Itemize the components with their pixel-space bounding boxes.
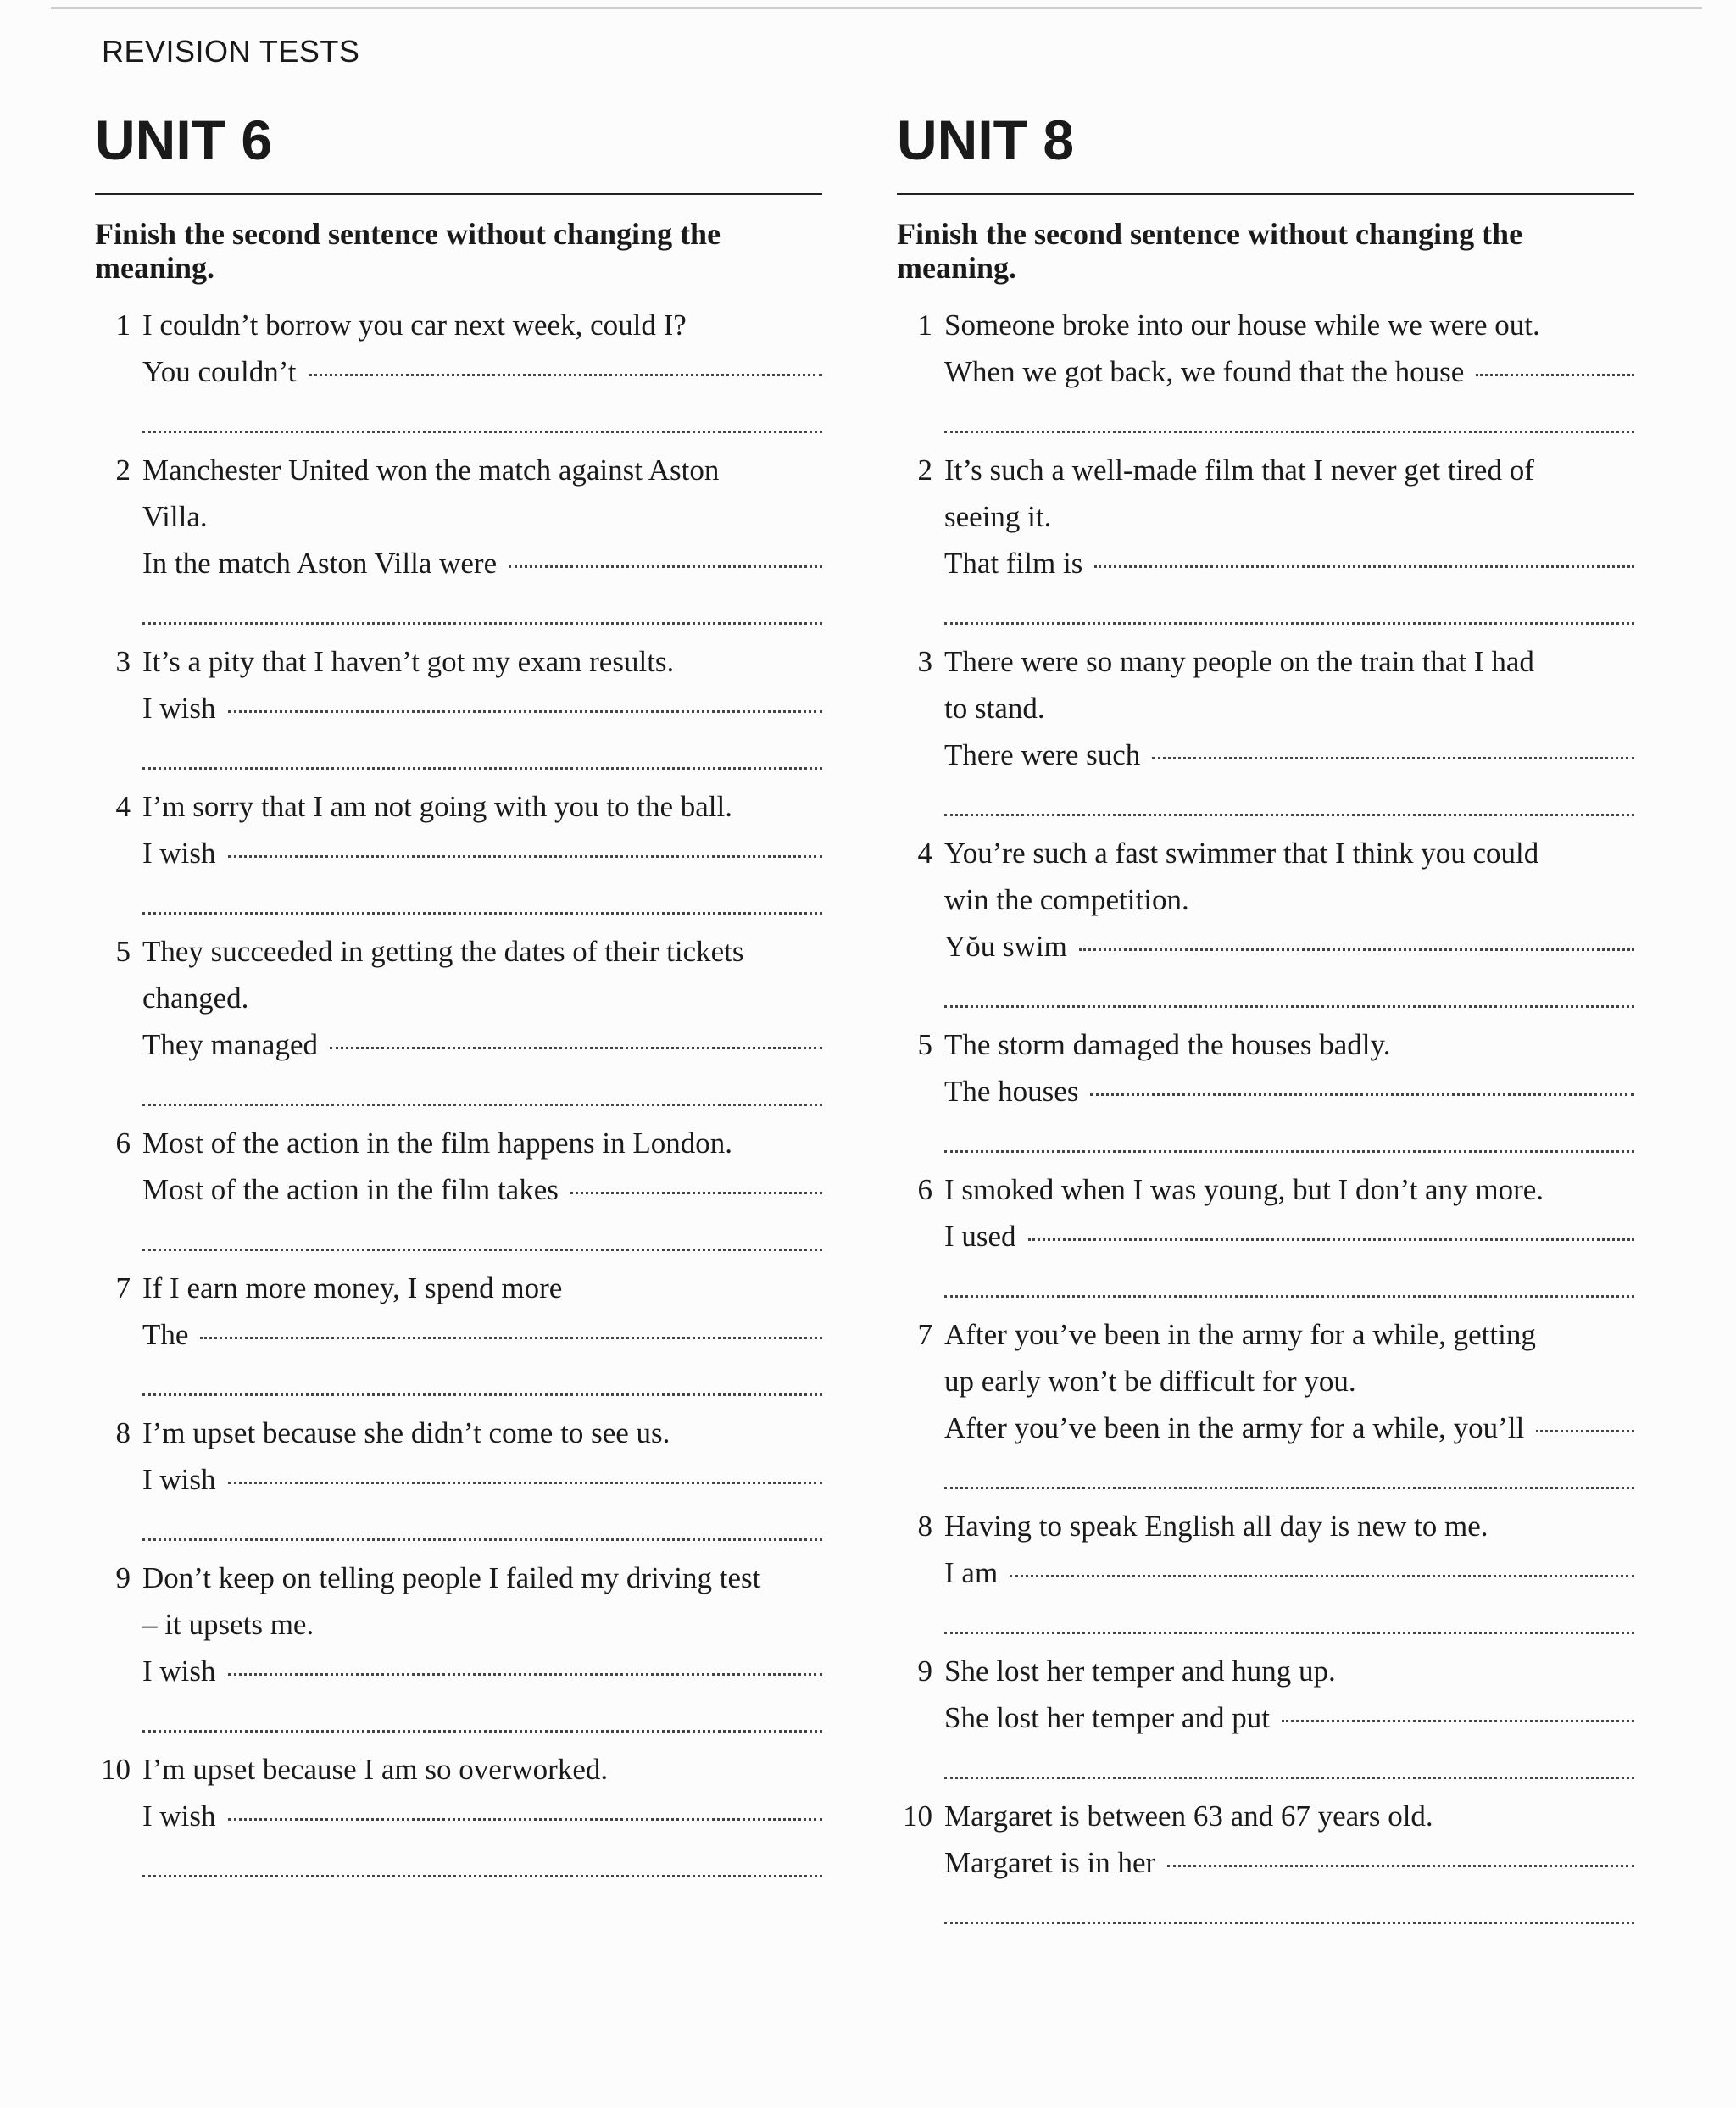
question-item	[897, 638, 1634, 825]
question-item	[95, 1410, 822, 1549]
question-list	[95, 302, 822, 1886]
answer-blank[interactable]	[1079, 948, 1634, 951]
answer-blank-continuation[interactable]	[944, 770, 1634, 816]
question-item	[897, 1166, 1634, 1306]
question-number: 4	[917, 837, 932, 870]
answer-blank-continuation[interactable]	[944, 1733, 1634, 1779]
answer-blank[interactable]	[228, 855, 822, 858]
unit-8-column	[897, 106, 1634, 1938]
answer-blank[interactable]	[1094, 565, 1634, 568]
answer-blank[interactable]	[330, 1047, 822, 1049]
answer-blank[interactable]	[228, 1673, 822, 1676]
answer-blank-continuation[interactable]	[944, 961, 1634, 1008]
question-item	[897, 1793, 1634, 1933]
question-sentence: I smoked when I was young, but I don’t any more.	[944, 1173, 1544, 1206]
question-item	[95, 447, 822, 633]
question-sentence: I’m upset because I am so overworked.	[142, 1753, 609, 1786]
question-sentence: There were so many people on the train that I had	[944, 645, 1534, 678]
question-number: 5	[917, 1028, 932, 1061]
answer-prompt: That film is	[944, 547, 1083, 580]
answer-blank-continuation[interactable]	[142, 1349, 822, 1396]
answer-prompt: She lost her temper and put	[944, 1701, 1270, 1734]
question-sentence: seeing it.	[944, 500, 1052, 533]
answer-blank-continuation[interactable]	[142, 578, 822, 625]
question-sentence: The storm damaged the houses badly.	[944, 1028, 1391, 1061]
answer-prompt: They managed	[142, 1028, 318, 1061]
question-sentence: They succeeded in getting the dates of their tickets	[142, 935, 744, 968]
answer-prompt: The	[142, 1318, 189, 1351]
question-sentence: If I earn more money, I spend more	[142, 1271, 563, 1304]
answer-blank[interactable]	[1010, 1575, 1634, 1577]
question-sentence: She lost her temper and hung up.	[944, 1655, 1336, 1688]
question-number: 3	[115, 645, 131, 678]
answer-blank-continuation[interactable]	[142, 868, 822, 915]
question-number: 4	[115, 790, 131, 823]
answer-prompt: I wish	[142, 1799, 216, 1833]
question-sentence: Manchester United won the match against Aston	[142, 453, 720, 487]
answer-blank-continuation[interactable]	[142, 1686, 822, 1733]
question-sentence: Margaret is between 63 and 67 years old.	[944, 1799, 1433, 1833]
answer-prompt: When we got back, we found that the house	[944, 355, 1465, 388]
answer-blank[interactable]	[1476, 374, 1634, 376]
question-sentence: changed.	[142, 982, 249, 1015]
question-number: 10	[903, 1799, 932, 1833]
answer-blank-continuation[interactable]	[944, 387, 1634, 433]
answer-blank[interactable]	[200, 1337, 822, 1339]
question-item	[95, 302, 822, 442]
answer-blank-continuation[interactable]	[142, 1060, 822, 1106]
question-item	[95, 1746, 822, 1886]
question-number: 7	[917, 1318, 932, 1351]
question-sentence: up early won’t be difficult for you.	[944, 1365, 1356, 1398]
question-sentence: Villa.	[142, 500, 208, 533]
answer-blank[interactable]	[1028, 1238, 1634, 1241]
title-rule	[95, 193, 822, 195]
answer-prompt: After you’ve been in the army for a while, you’ll	[944, 1411, 1525, 1444]
answer-blank[interactable]	[309, 374, 822, 376]
question-number: 3	[917, 645, 932, 678]
question-item	[95, 783, 822, 923]
answer-blank[interactable]	[1536, 1430, 1634, 1432]
answer-blank-continuation[interactable]	[944, 1588, 1634, 1634]
answer-prompt: You couldn’t	[142, 355, 297, 388]
question-item	[95, 1555, 822, 1741]
answer-prompt: Yŏu swim	[944, 930, 1067, 963]
answer-prompt: I wish	[142, 837, 216, 870]
answer-blank-continuation[interactable]	[944, 578, 1634, 625]
unit-6-column	[95, 106, 822, 1891]
question-item	[897, 447, 1634, 633]
question-number: 10	[101, 1753, 131, 1786]
answer-blank[interactable]	[228, 1818, 822, 1821]
question-item	[897, 1503, 1634, 1643]
question-sentence: win the competition.	[944, 883, 1189, 916]
question-sentence: to stand.	[944, 692, 1045, 725]
question-sentence: It’s a pity that I haven’t got my exam results.	[142, 645, 675, 678]
question-item	[897, 302, 1634, 442]
answer-blank-continuation[interactable]	[944, 1106, 1634, 1153]
instruction: Finish the second sentence without changing the meaning.	[95, 217, 721, 285]
question-sentence: – it upsets me.	[142, 1608, 314, 1641]
question-item	[897, 1311, 1634, 1498]
answer-blank[interactable]	[1152, 757, 1634, 759]
question-number: 2	[917, 453, 932, 487]
question-number: 2	[115, 453, 131, 487]
question-sentence: Don’t keep on telling people I failed my driving test	[142, 1561, 761, 1594]
answer-prompt: I wish	[142, 692, 216, 725]
answer-blank[interactable]	[509, 565, 822, 568]
question-item	[95, 928, 822, 1115]
page-header: REVISION TESTS	[102, 34, 360, 69]
answer-prompt: I am	[944, 1556, 999, 1589]
question-number: 8	[115, 1416, 131, 1449]
answer-blank-continuation[interactable]	[944, 1443, 1634, 1489]
answer-blank[interactable]	[1282, 1720, 1634, 1722]
answer-blank[interactable]	[1167, 1865, 1634, 1867]
answer-prompt: In the match Aston Villa were	[142, 547, 498, 580]
answer-blank[interactable]	[228, 1482, 822, 1484]
answer-blank[interactable]	[228, 710, 822, 713]
answer-prompt: There were such	[944, 738, 1141, 771]
question-number: 5	[115, 935, 131, 968]
instruction: Finish the second sentence without changing the meaning.	[897, 217, 1523, 285]
answer-blank-continuation[interactable]	[142, 387, 822, 433]
question-sentence: I’m sorry that I am not going with you to the ball.	[142, 790, 733, 823]
question-number: 1	[917, 309, 932, 342]
question-item	[95, 1120, 822, 1260]
answer-prompt: I wish	[142, 1463, 216, 1496]
question-item	[897, 1021, 1634, 1161]
answer-blank-continuation[interactable]	[944, 1877, 1634, 1924]
question-number: 9	[917, 1655, 932, 1688]
answer-prompt: Margaret is in her	[944, 1846, 1156, 1879]
top-border	[51, 7, 1702, 9]
answer-prompt: I used	[944, 1220, 1016, 1253]
question-sentence: I couldn’t borrow you car next week, could I?	[142, 309, 687, 342]
answer-blank-continuation[interactable]	[142, 1831, 822, 1877]
question-item	[95, 1265, 822, 1404]
question-item	[897, 1648, 1634, 1788]
answer-blank-continuation[interactable]	[142, 723, 822, 770]
answer-blank-continuation[interactable]	[142, 1494, 822, 1541]
question-number: 8	[917, 1510, 932, 1543]
answer-blank[interactable]	[1090, 1093, 1634, 1096]
unit-title: UNIT 6	[95, 108, 273, 171]
title-rule	[897, 193, 1634, 195]
question-sentence: You’re such a fast swimmer that I think you could	[944, 837, 1539, 870]
question-number: 6	[115, 1126, 131, 1160]
question-sentence: Most of the action in the film happens in London.	[142, 1126, 733, 1160]
question-item	[897, 830, 1634, 1016]
answer-prompt: The houses	[944, 1075, 1079, 1108]
question-number: 6	[917, 1173, 932, 1206]
answer-blank-continuation[interactable]	[142, 1204, 822, 1251]
question-number: 1	[115, 309, 131, 342]
answer-blank[interactable]	[570, 1192, 822, 1194]
question-sentence: Someone broke into our house while we were out.	[944, 309, 1540, 342]
question-sentence: Having to speak English all day is new to me.	[944, 1510, 1488, 1543]
question-item	[95, 638, 822, 778]
question-sentence: After you’ve been in the army for a while, getting	[944, 1318, 1536, 1351]
answer-blank-continuation[interactable]	[944, 1251, 1634, 1298]
question-sentence: It’s such a well-made film that I never get tired of	[944, 453, 1534, 487]
answer-prompt: Most of the action in the film takes	[142, 1173, 559, 1206]
unit-title: UNIT 8	[897, 108, 1075, 171]
question-list	[897, 302, 1634, 1933]
question-number: 9	[115, 1561, 131, 1594]
question-sentence: I’m upset because she didn’t come to see us.	[142, 1416, 670, 1449]
answer-prompt: I wish	[142, 1655, 216, 1688]
question-number: 7	[115, 1271, 131, 1304]
